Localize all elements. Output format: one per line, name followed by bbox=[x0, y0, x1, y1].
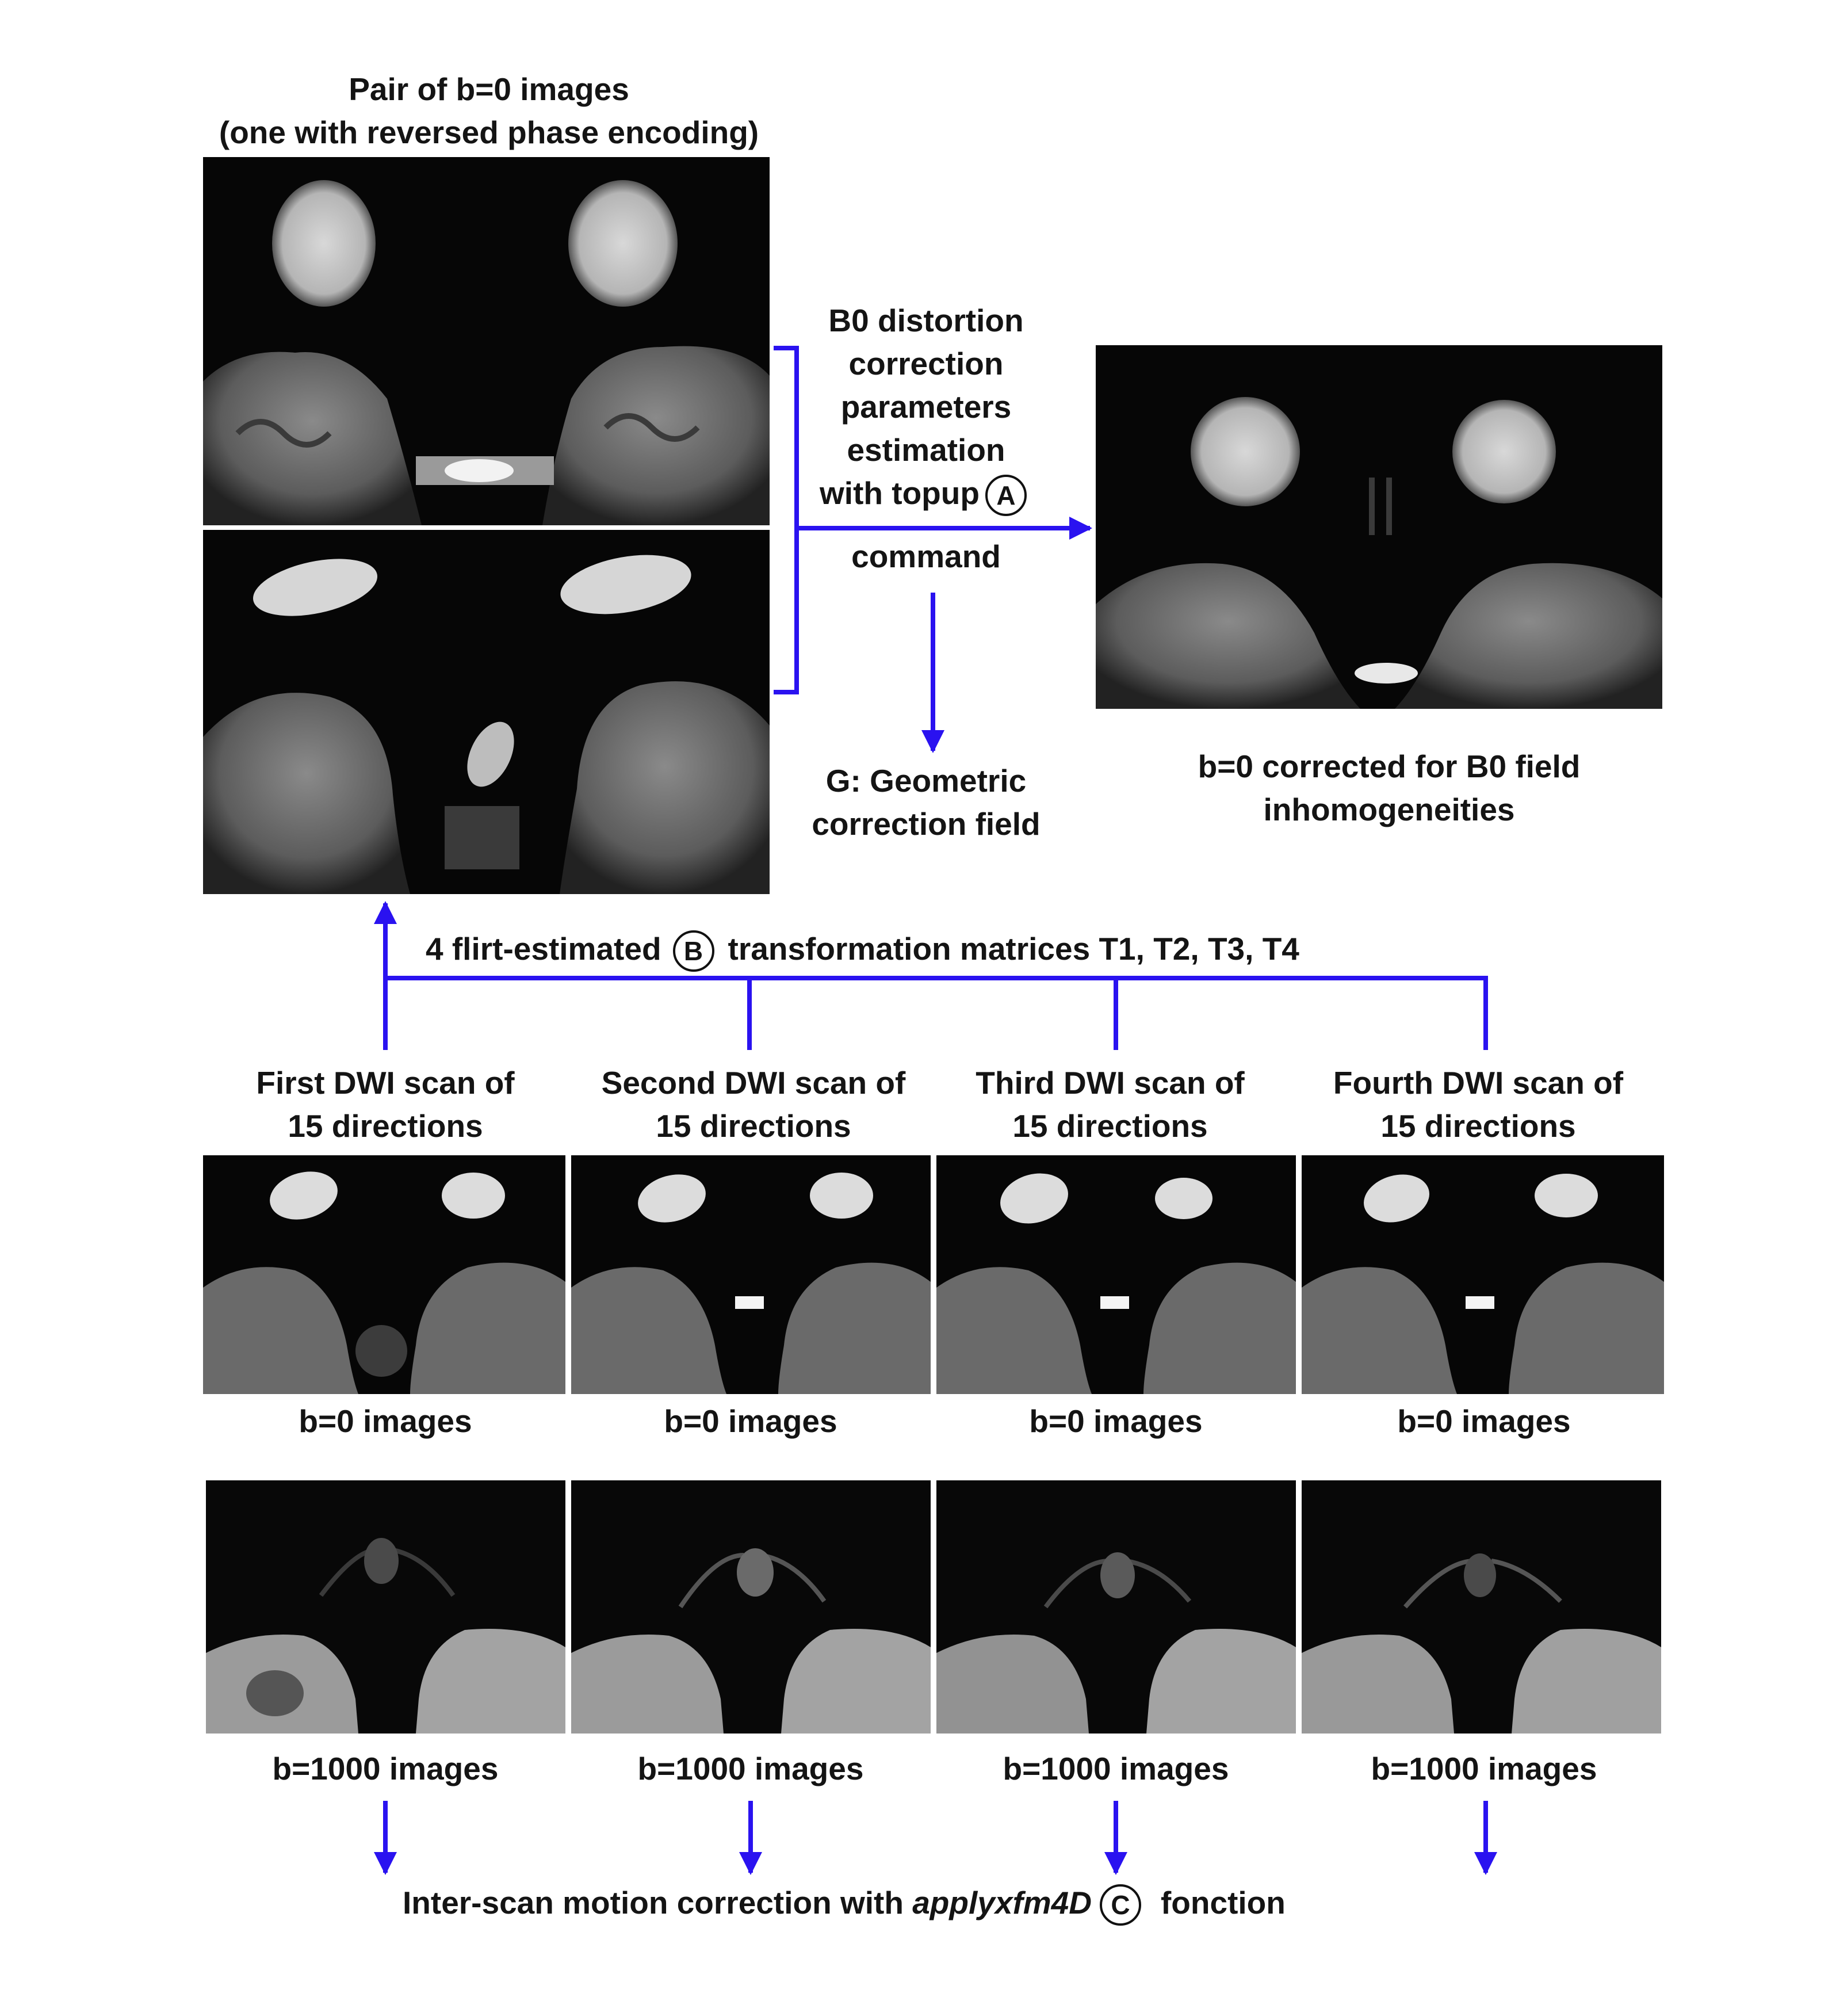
corrected-label bbox=[1093, 745, 1685, 831]
footer-function-name: applyxfm4D bbox=[912, 1885, 1092, 1920]
geometric-correction-label bbox=[765, 759, 1087, 846]
geometric-line2: correction field bbox=[812, 806, 1041, 842]
footer-suffix: fonction bbox=[1160, 1885, 1286, 1920]
topup-line: with topup bbox=[820, 475, 980, 511]
scan-title-line1: Second DWI scan of bbox=[601, 1065, 906, 1101]
pair-b0-title-line1: Pair of b=0 images bbox=[349, 71, 629, 107]
scan1-b1000-image bbox=[206, 1480, 565, 1734]
scan-title-line1: Fourth DWI scan of bbox=[1333, 1065, 1624, 1101]
pair-b0-title bbox=[184, 68, 794, 154]
corrected-line2: inhomogeneities bbox=[1263, 792, 1515, 827]
scan4-b0-image bbox=[1302, 1155, 1664, 1394]
scan-title bbox=[219, 1062, 552, 1148]
scan-title bbox=[1300, 1062, 1657, 1148]
b0-caption: b=0 images bbox=[664, 1403, 837, 1439]
b1000-caption: b=1000 images bbox=[1003, 1751, 1229, 1786]
scan-title-line2: 15 directions bbox=[288, 1108, 483, 1144]
flirt-bus-line bbox=[385, 978, 1486, 1050]
flirt-suffix: transformation matrices T1, T2, T3, T4 bbox=[728, 931, 1299, 967]
footer-label bbox=[403, 1881, 1495, 1926]
scan1-b0-image bbox=[203, 1155, 565, 1394]
topup-line: correction bbox=[848, 346, 1004, 381]
scan-title-line1: First DWI scan of bbox=[256, 1065, 515, 1101]
b0-corrected-image bbox=[1096, 345, 1662, 709]
flirt-prefix: 4 flirt-estimated bbox=[426, 931, 661, 967]
scan-title bbox=[569, 1062, 938, 1148]
scan3-b1000-image bbox=[936, 1480, 1296, 1734]
b0-image-reversed-phase bbox=[203, 530, 770, 894]
footer-prefix: Inter-scan motion correction with bbox=[403, 1885, 904, 1920]
b1000-caption: b=1000 images bbox=[272, 1751, 499, 1786]
scan-title-line2: 15 directions bbox=[656, 1108, 851, 1144]
topup-line: B0 distortion bbox=[828, 303, 1024, 338]
topup-description bbox=[794, 299, 1058, 516]
marker-c: C bbox=[1100, 1884, 1141, 1926]
topup-line: parameters bbox=[840, 389, 1012, 425]
scan3-b0-image bbox=[936, 1155, 1296, 1394]
topup-command-label: command bbox=[851, 539, 1001, 574]
b0-caption: b=0 images bbox=[299, 1403, 472, 1439]
b0-caption: b=0 images bbox=[1029, 1403, 1203, 1439]
topup-line: estimation bbox=[847, 432, 1005, 468]
flirt-label bbox=[426, 927, 1461, 972]
b0-image-normal-phase bbox=[203, 157, 770, 525]
b1000-caption: b=1000 images bbox=[1371, 1751, 1597, 1786]
marker-a: A bbox=[985, 475, 1027, 516]
scan-title-line2: 15 directions bbox=[1012, 1108, 1208, 1144]
b1000-caption: b=1000 images bbox=[637, 1751, 864, 1786]
scan-title-line1: Third DWI scan of bbox=[976, 1065, 1245, 1101]
b0-caption: b=0 images bbox=[1397, 1403, 1571, 1439]
scan-title-line2: 15 directions bbox=[1380, 1108, 1576, 1144]
corrected-line1: b=0 corrected for B0 field bbox=[1198, 749, 1581, 784]
pair-b0-title-line2: (one with reversed phase encoding) bbox=[219, 114, 759, 150]
geometric-line1: G: Geometric bbox=[825, 763, 1027, 799]
scan2-b1000-image bbox=[571, 1480, 931, 1734]
marker-b: B bbox=[673, 930, 714, 972]
scan-title bbox=[943, 1062, 1277, 1148]
scan2-b0-image bbox=[571, 1155, 931, 1394]
topup-line-with-marker bbox=[794, 472, 1058, 516]
scan4-b1000-image bbox=[1302, 1480, 1661, 1734]
b0-pair-bracket bbox=[774, 348, 797, 692]
